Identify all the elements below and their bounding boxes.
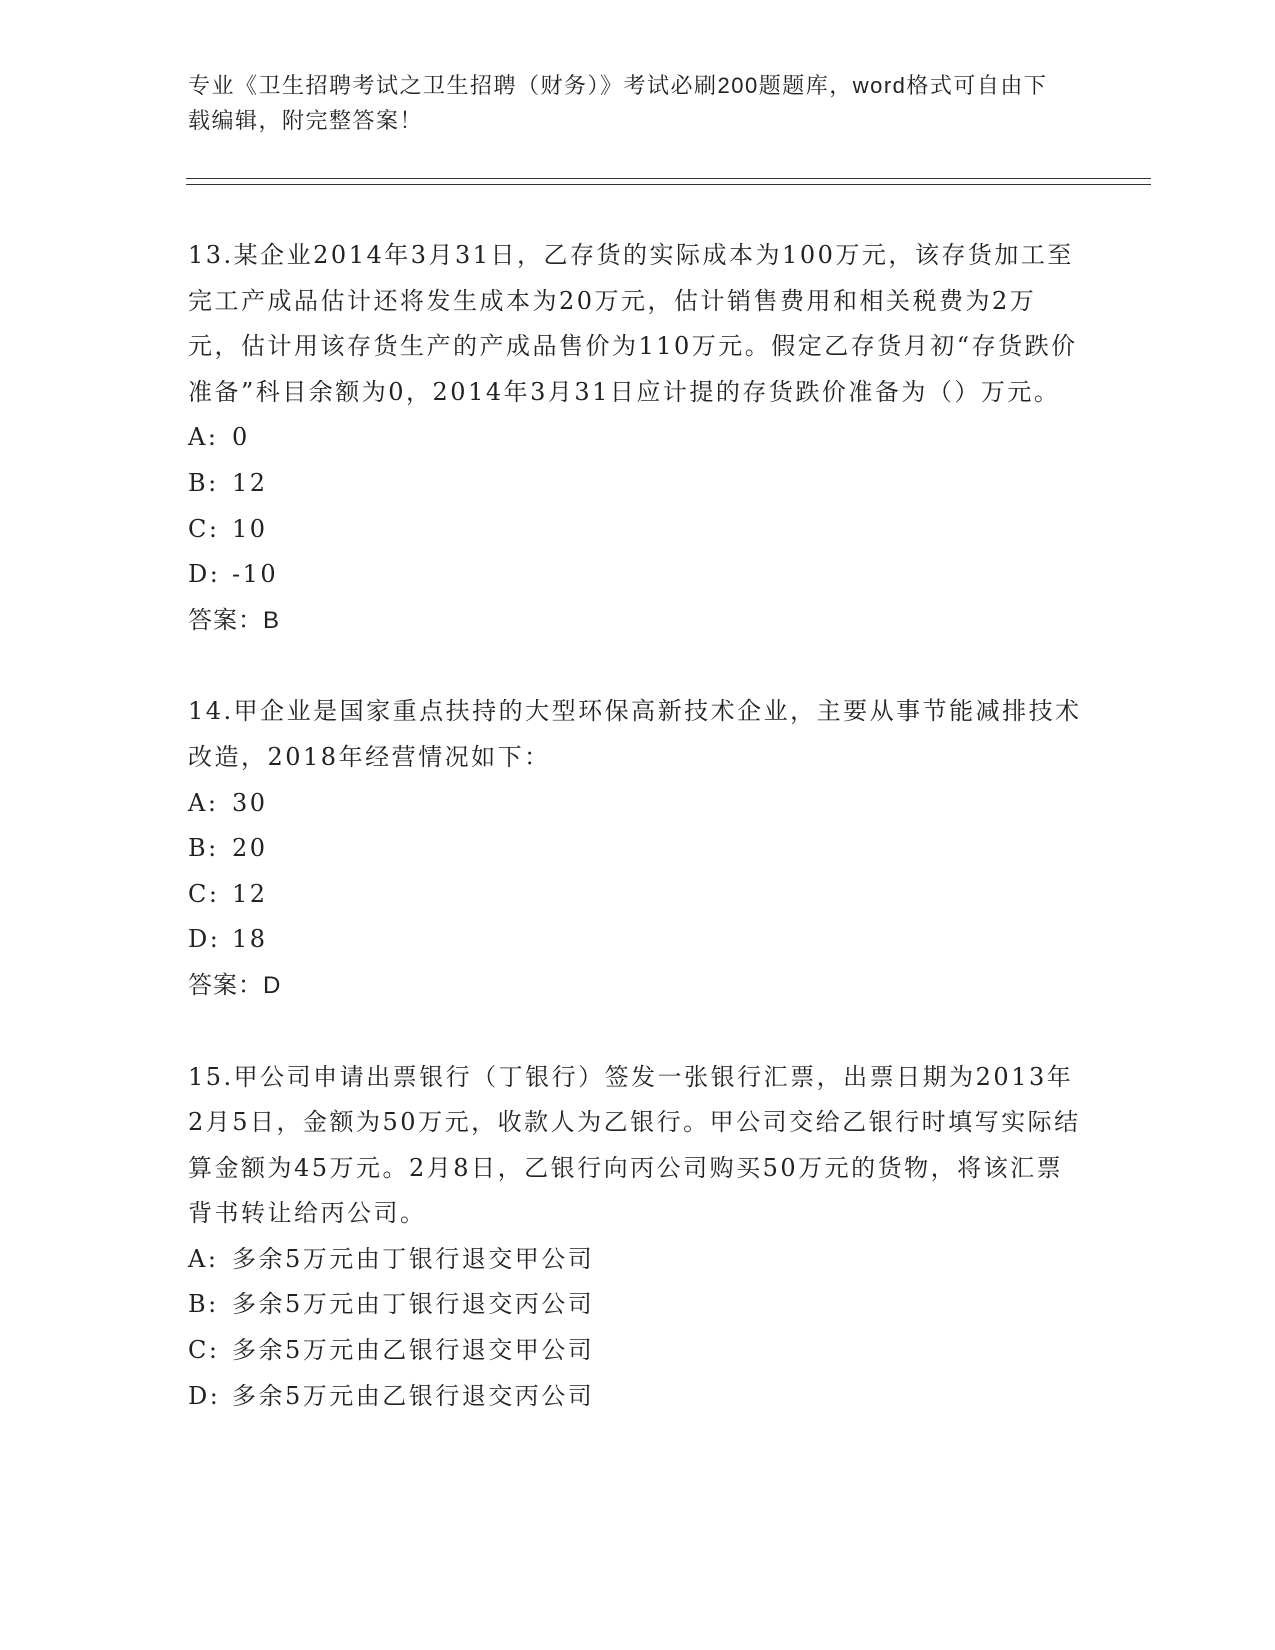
option-text: 20: [232, 834, 268, 863]
answer-line: 答案：D: [188, 971, 282, 999]
question-stem: 14.甲企业是国家重点扶持的大型环保高新技术企业，主要从事节能减排技术改造，2018年经营情况如下：: [188, 697, 1082, 771]
option-b: [188, 826, 1088, 872]
option-d: [188, 552, 1088, 598]
option-c: [188, 507, 1088, 553]
option-text: 多余5万元由丁银行退交丙公司: [232, 1290, 595, 1319]
option-letter: A:: [188, 423, 219, 452]
question-stem: 13.某企业2014年3月31日，乙存货的实际成本为100万元，该存货加工至完工产成品估计还将发生成本为20万元，估计销售费用和相关税费为2万元，估计用该存货生产的产成品售价为110万元。假定乙存货月初“存货跌价准备”科目余额为0，2014年3月31日应计提的存货跌价准备为（）万元。: [188, 241, 1078, 406]
option-b: [188, 1282, 1088, 1328]
option-letter: C:: [188, 1336, 220, 1365]
header-divider: [186, 178, 1151, 185]
option-letter: A:: [188, 1244, 219, 1273]
option-text: 12: [232, 879, 268, 908]
option-b: [188, 461, 1088, 507]
option-d: [188, 1374, 1088, 1420]
option-letter: B:: [188, 1290, 219, 1319]
option-text: 多余5万元由乙银行退交丙公司: [232, 1381, 595, 1410]
option-letter: C:: [188, 879, 220, 908]
option-letter: D:: [188, 925, 221, 954]
option-a: [188, 415, 1088, 461]
option-letter: B:: [188, 834, 219, 863]
question-13: [188, 233, 1088, 643]
option-text: 多余5万元由丁银行退交甲公司: [232, 1244, 595, 1273]
option-letter: B:: [188, 468, 219, 497]
option-letter: D:: [188, 560, 221, 589]
option-text: 0: [232, 423, 250, 452]
option-text: -10: [232, 560, 279, 589]
option-letter: C:: [188, 514, 220, 543]
option-text: 30: [232, 788, 268, 817]
question-stem: 15.甲公司申请出票银行（丁银行）签发一张银行汇票，出票日期为2013年2月5日，金额为50万元，收款人为乙银行。甲公司交给乙银行时填写实际结算金额为45万元。2月8日，乙银行向丙公司购买50万元的货物，将该汇票背书转让给丙公司。: [188, 1062, 1081, 1228]
document-header: 专业《卫生招聘考试之卫生招聘（财务）》考试必刷200题题库，word格式可自由下载编辑，附完整答案！: [188, 73, 1048, 133]
option-a: [188, 781, 1088, 827]
option-a: [188, 1237, 1088, 1283]
option-c: [188, 872, 1088, 918]
question-list: [188, 233, 1088, 1465]
answer-line: 答案：B: [188, 606, 281, 634]
option-c: [188, 1328, 1088, 1374]
option-text: 10: [232, 514, 268, 543]
question-14: [188, 689, 1088, 1008]
option-letter: A:: [188, 788, 219, 817]
option-d: [188, 917, 1088, 963]
option-text: 多余5万元由乙银行退交甲公司: [232, 1336, 595, 1365]
option-text: 18: [232, 925, 268, 954]
option-text: 12: [232, 468, 268, 497]
question-15: [188, 1055, 1088, 1420]
option-letter: D:: [188, 1381, 221, 1410]
